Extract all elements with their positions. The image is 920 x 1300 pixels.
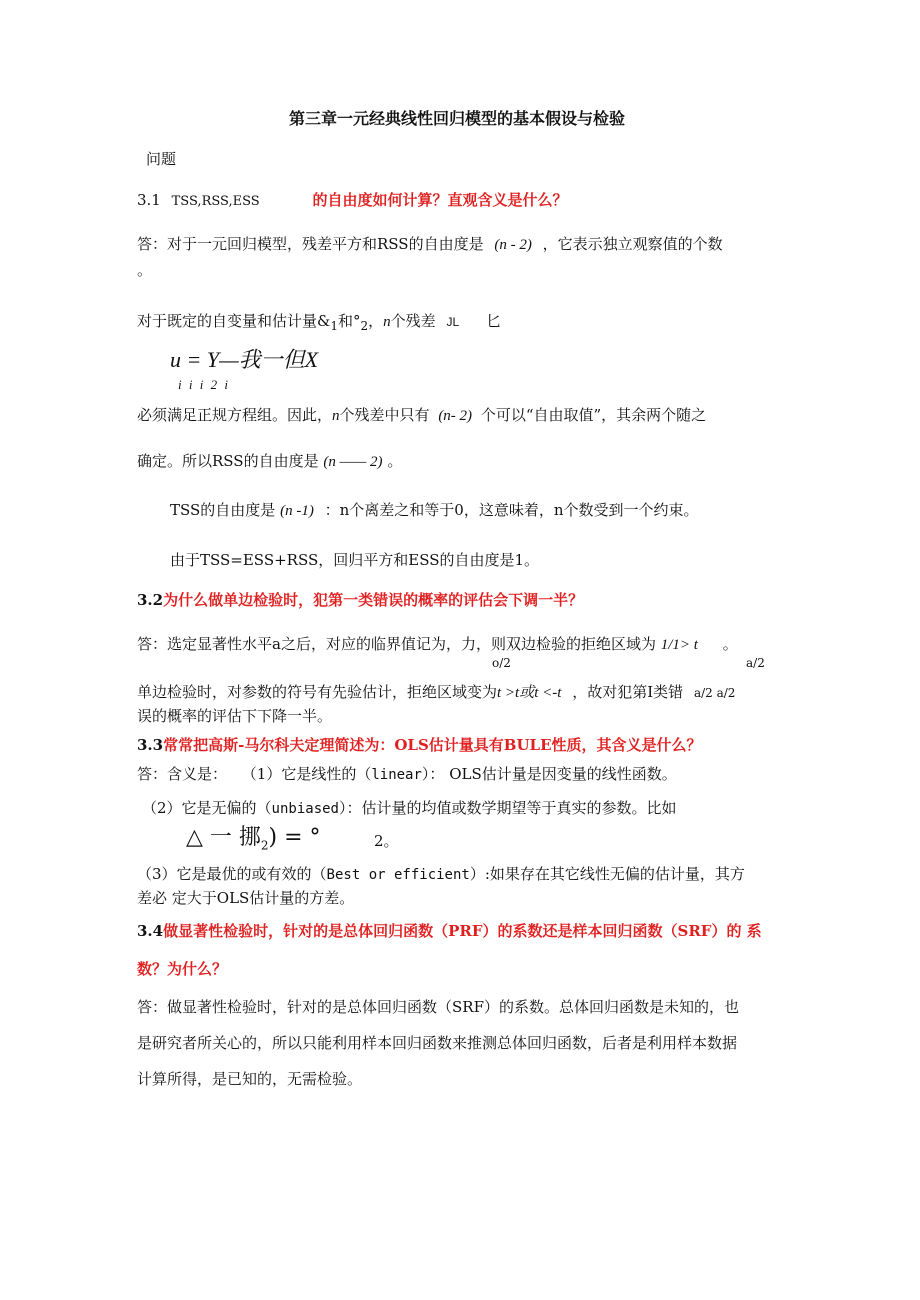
subscripts: a/2 a/2 bbox=[693, 686, 736, 700]
answer-text: （1）它是线性的（ bbox=[241, 765, 372, 783]
question-3-3 bbox=[137, 735, 702, 755]
answer-text: ：n个离差之和等于0，这意味着，n个数受到一个约束。 bbox=[324, 501, 699, 519]
answer-3-1-line2: 对于既定的自变量和估计量$\&_1$和$^\circ_2$，n个残差 JL 匕 bbox=[137, 312, 501, 333]
answer-3-2-line1 bbox=[137, 634, 738, 655]
garbled-text: 匕 bbox=[485, 312, 501, 330]
answer-text: 个残差中只有 bbox=[339, 406, 430, 424]
subscript-a-2: a/2 bbox=[746, 656, 765, 670]
answer-text: ）： OLS估计量是因变量的线性函数。 bbox=[421, 765, 677, 783]
formula-right: ) = ° bbox=[268, 825, 321, 850]
answer-3-1-line1 bbox=[137, 234, 723, 255]
answer-3-4-line2: 是研究者所关心的，所以只能利用样本回归函数来推测总体回归函数，后者是利用样本数据 bbox=[137, 1034, 738, 1052]
residual-formula: u = Y—我一但X bbox=[170, 347, 319, 372]
answer-text: ）：估计量的均值或数学期望等于真实的参数。比如 bbox=[338, 799, 677, 817]
math-n: n bbox=[332, 408, 340, 424]
question-text: 做显著性检验时，针对的是总体回归函数（PRF）的系数还是样本回归函数（SRF）的 系 bbox=[163, 922, 762, 940]
answer-text: 单边检验时，对参数的符号有先验估计，拒绝区域变为 bbox=[137, 683, 498, 701]
question-3-4 bbox=[137, 921, 762, 941]
question-number: 3.3 bbox=[137, 736, 164, 754]
subscript: 2 bbox=[260, 838, 269, 853]
expr-n-minus-2: (n - 2) bbox=[494, 237, 532, 253]
subscript: 2 bbox=[360, 319, 369, 333]
answer-3-4-line1: 答：做显著性检验时，针对的是总体回归函数（SRF）的系数。总体回归函数是未知的，也 bbox=[137, 998, 739, 1016]
formula-left: △ 一 挪 bbox=[186, 825, 261, 850]
answer-3-2-line3: 误的概率的评估下下降一半。 bbox=[137, 707, 333, 725]
answer-text: 。 bbox=[387, 452, 403, 470]
question-3-1 bbox=[137, 190, 567, 212]
answer-3-1-line1-tail: 。 bbox=[137, 261, 153, 279]
subscript: 2 bbox=[374, 832, 384, 850]
answer-text: 答：对于一元回归模型，残差平方和RSS的自由度是 bbox=[137, 235, 484, 253]
answer-3-3-line2 bbox=[142, 798, 677, 819]
answer-3-3-line3 bbox=[137, 864, 745, 885]
answer-text: 个残差 bbox=[390, 312, 436, 330]
garbled-text: JL bbox=[446, 315, 460, 329]
question-terms: TSS,RSS,ESS bbox=[171, 194, 260, 209]
answer-text: ，则双边检验的拒绝区域为 bbox=[475, 635, 656, 653]
question-text: 的自由度如何计算？直观含义是什么？ bbox=[312, 191, 568, 209]
term-linear: linear bbox=[371, 767, 422, 783]
answer-3-1-line3 bbox=[137, 405, 706, 426]
answer-text: ）:如果存在其它线性无偏的估计量，其方 bbox=[469, 865, 745, 883]
answer-3-3-line4: 差必 定大于OLS估计量的方差。 bbox=[137, 889, 355, 907]
answer-text: 答：选定显著性水平a之后，对应的临界值记为，力 bbox=[137, 635, 476, 653]
answer-text: 确定。所以RSS的自由度是 bbox=[137, 452, 319, 470]
answer-3-1-line4 bbox=[137, 451, 402, 472]
expr-n-minus-1: (n -1) bbox=[280, 503, 314, 519]
question-3-2 bbox=[137, 590, 583, 610]
questions-label: 问题 bbox=[146, 150, 177, 168]
expr-abs-t: 1/1> t bbox=[660, 637, 698, 653]
page-title: 第三章一元经典线性回归模型的基本假设与检验 bbox=[289, 109, 626, 128]
answer-3-4-line3: 计算所得，是已知的，无需检验。 bbox=[137, 1070, 363, 1088]
expr-n-minus-2: (n- 2) bbox=[438, 408, 473, 424]
answer-text: 对于既定的自变量和估计量& bbox=[137, 312, 331, 330]
question-text: 为什么做单边检验时，犯第一类错误的概率的评估会下调一半？ bbox=[163, 591, 584, 609]
term-best-efficient: Best or efficient bbox=[326, 867, 470, 883]
expr-n-minus-2: (n —— 2) bbox=[323, 454, 383, 470]
question-number: 3.1 bbox=[137, 191, 161, 209]
question-number: 3.4 bbox=[137, 922, 164, 940]
subscript: 1 bbox=[330, 319, 338, 333]
answer-text: 个可以“自由取值”，其余两个随之 bbox=[480, 406, 707, 424]
answer-text: （3）它是最优的或有效的（ bbox=[137, 865, 327, 883]
answer-text: ，故对犯第I类错 bbox=[572, 683, 684, 701]
answer-text: 必须满足正规方程组。因此， bbox=[137, 406, 333, 424]
math-n: n bbox=[383, 314, 391, 330]
answer-3-2-line2 bbox=[137, 682, 735, 703]
residual-formula-subscripts: i i i 2 i bbox=[178, 377, 230, 392]
answer-text: （2）它是无偏的（ bbox=[142, 799, 272, 817]
subscript-o-2: o/2 bbox=[492, 656, 511, 670]
question-number: 3.2 bbox=[137, 591, 164, 609]
answer-text: 答：含义是： bbox=[137, 765, 228, 783]
unbiased-formula-end bbox=[374, 830, 399, 851]
answer-text: 。 bbox=[722, 635, 738, 653]
answer-text: 。 bbox=[383, 832, 399, 850]
answer-text: ，它表示独立观察值的个数 bbox=[542, 235, 723, 253]
answer-3-3-line1 bbox=[137, 764, 677, 785]
question-text: 常常把高斯-马尔科夫定理简述为：OLS估计量具有BULE性质，其含义是什么？ bbox=[163, 736, 702, 754]
answer-text: TSS的自由度是 bbox=[170, 501, 276, 519]
term-unbiased: unbiased bbox=[271, 801, 339, 817]
question-3-4-line2: 数？为什么？ bbox=[137, 960, 228, 978]
answer-3-1-line6: 由于TSS=ESS+RSS，回归平方和ESS的自由度是1。 bbox=[170, 551, 540, 569]
expr-one-sided: t >t或t <-t bbox=[497, 685, 562, 701]
answer-3-1-line5 bbox=[170, 500, 698, 521]
answer-text: 和° bbox=[338, 312, 361, 330]
unbiased-formula bbox=[186, 820, 321, 852]
